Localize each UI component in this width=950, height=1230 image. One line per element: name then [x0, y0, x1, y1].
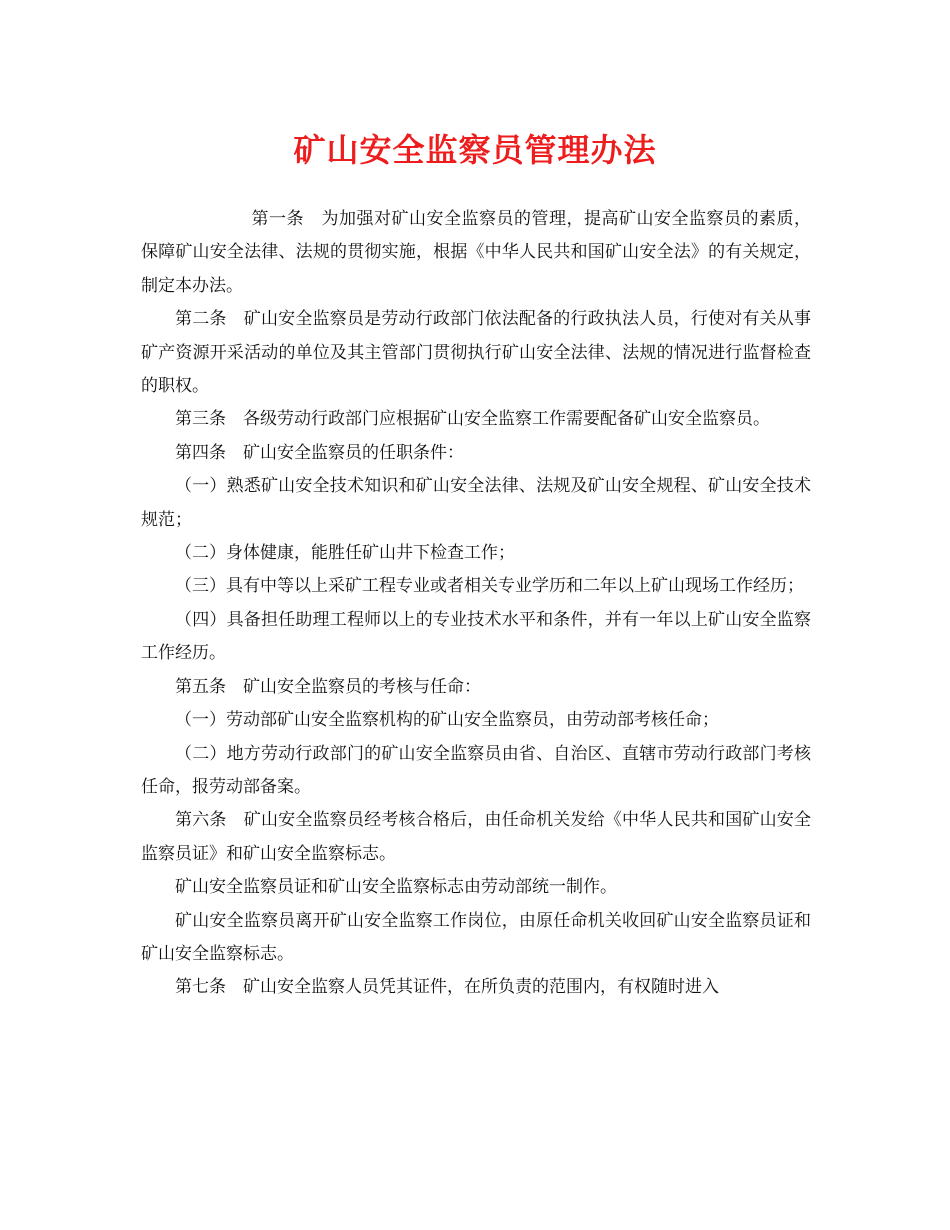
paragraph-article-5: 第五条 矿山安全监察员的考核与任命：: [175, 676, 481, 697]
paragraph-article-3: 第三条 各级劳动行政部门应根据矿山安全监察工作需要配备矿山安全监察员。: [175, 409, 770, 430]
paragraph-article-1: 第一条 为加强对矿山安全监察员的管理，提高矿山安全监察员的素质，保障矿山安全法律、法规的贯彻实施，根据《中华人民共和国矿山安全法》的有关规定，制定本办法。: [141, 209, 811, 296]
paragraph-article-4: 第四条 矿山安全监察员的任职条件：: [175, 442, 464, 463]
paragraph-article-4-item-3: （三）具有中等以上采矿工程专业或者相关专业学历和二年以上矿山现场工作经历；: [175, 576, 804, 597]
paragraph-article-6-note-1: 矿山安全监察员证和矿山安全监察标志由劳动部统一制作。: [175, 877, 617, 898]
document-title: 矿山安全监察员管理办法: [293, 131, 657, 169]
paragraph-article-5-item-2: （二）地方劳动行政部门的矿山安全监察员由省、自治区、直辖市劳动行政部门考核任命，报劳动部备案。: [141, 743, 811, 797]
paragraph-article-4-item-1: （一）熟悉矿山安全技术知识和矿山安全法律、法规及矿山安全规程、矿山安全技术规范；: [141, 476, 811, 530]
paragraph-article-2: 第二条 矿山安全监察员是劳动行政部门依法配备的行政执法人员，行使对有关从事矿产资源开采活动的单位及其主管部门贯彻执行矿山安全法律、法规的情况进行监督检查的职权。: [141, 309, 811, 397]
paragraph-article-6: 第六条 矿山安全监察员经考核合格后，由任命机关发给《中华人民共和国矿山安全监察员证》和矿山安全监察标志。: [141, 810, 811, 864]
paragraph-article-7: 第七条 矿山安全监察人员凭其证件，在所负责的范围内，有权随时进入: [175, 977, 719, 998]
paragraph-article-4-item-4: （四）具备担任助理工程师以上的专业技术水平和条件，并有一年以上矿山安全监察工作经历。: [141, 609, 811, 664]
paragraph-article-4-item-2: （二）身体健康，能胜任矿山井下检查工作；: [175, 543, 515, 564]
paragraph-article-5-item-1: （一）劳动部矿山安全监察机构的矿山安全监察员，由劳动部考核任命；: [175, 710, 719, 731]
document-body: [141, 203, 811, 1005]
paragraph-article-6-note-2: 矿山安全监察员离开矿山安全监察工作岗位，由原任命机关收回矿山安全监察员证和矿山安全监察标志。: [141, 910, 811, 964]
